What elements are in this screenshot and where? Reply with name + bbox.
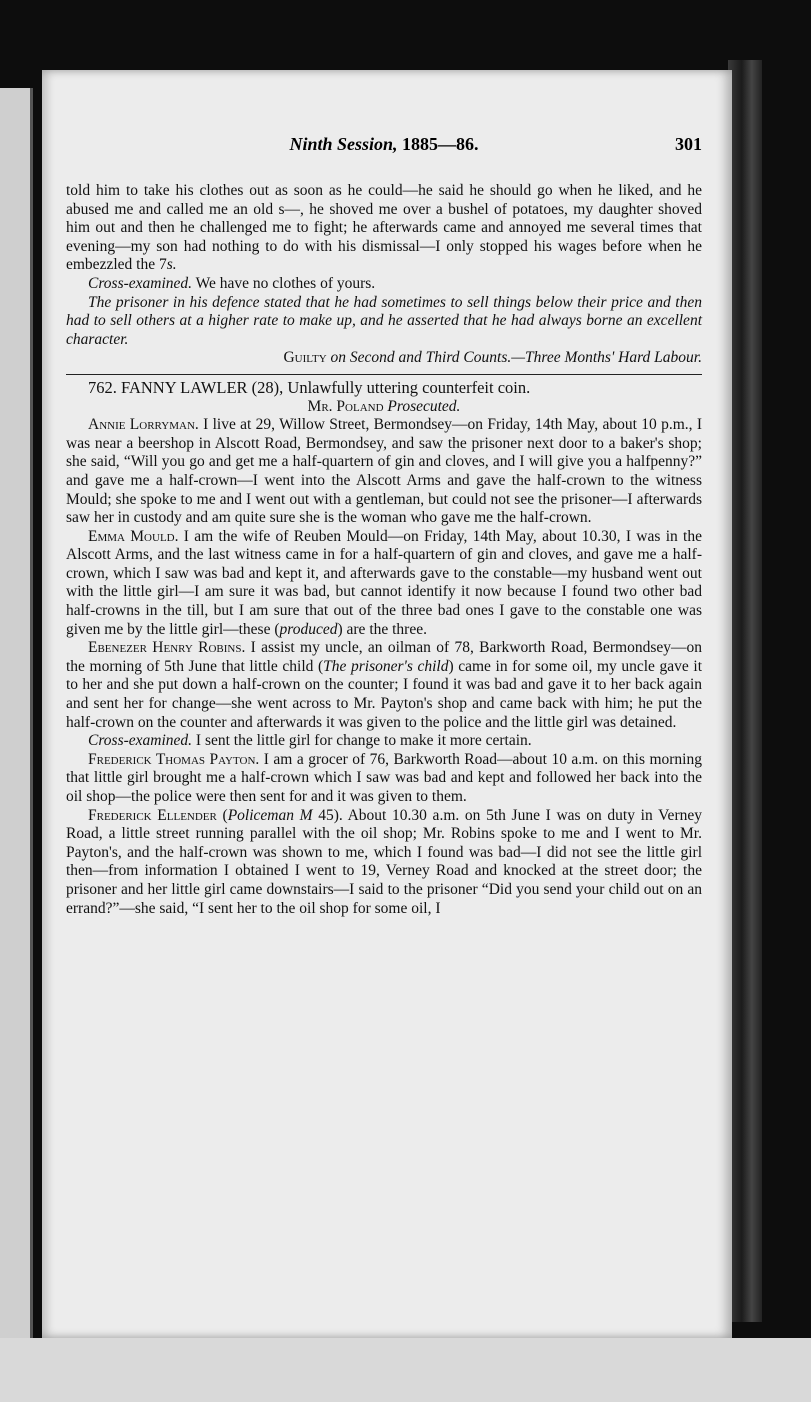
testimony-paragraph: Emma Mould. I am the wife of Reuben Mould—on Friday, 14th May, about 10.30, I was in the Alscott Arms, and the last witness came in for a half-quartern of gin and cloves, and gave me a half-crown, which I saw was bad and kept it, and afterwards gave to the constable—my husband went out with the little girl—I am sure it was bad, but cannot identify it now because I found two other bad half-crowns in the till, but I am sure that out of the three bad ones I gave to the constable one was given me by the little girl—these (produced) are the three.	[66, 527, 702, 638]
testimony-paragraph: Frederick Ellender (Policeman M 45). About 10.30 a.m. on 5th June I was on duty in Verney Road, a little street running parallel with the oil shop; Mr. Robins spoke to me and I went to Mr. Payton's, and the half-crown was shown to me, which I found was bad—I did not see the little girl then—from information I obtained I went to 19, Verney Road and knocked at the street door; the prisoner and her little girl came downstairs—I said to the prisoner “Did you send your child out on an errand?”—she said, “I sent her to the oil shop for some oil, I	[66, 806, 702, 917]
prosecutor-line: Mr. Poland Prosecuted.	[307, 397, 461, 415]
testimony-paragraph: Frederick Thomas Payton. I am a grocer of 76, Barkworth Road—about 10 a.m. on this morning that little girl brought me a half-crown which I saw was bad and kept and followed her back into the oil shop—the police were then sent for and it was given to them.	[66, 750, 702, 805]
case-heading: 762. FANNY LAWLER (28), Unlawfully uttering counterfeit coin.	[88, 377, 531, 397]
page-body	[66, 182, 702, 918]
page-number: 301	[675, 134, 702, 154]
book-spine-edge	[728, 60, 762, 1322]
facing-page-edge	[0, 88, 33, 1338]
testimony-paragraph: Annie Lorryman. I live at 29, Willow Street, Bermondsey—on Friday, 14th May, about 10 p.m., I was near a beershop in Alscott Road, Bermondsey, and saw the prisoner next door to a baker's shop; she said, “Will you go and get me a half-quartern of gin and cloves, and I will give you a halfpenny?” and gave me a half-crown—I went into the Alscott Arms and gave the half-crown to the witness Mould; she spoke to me and I went out with a gentleman, but could not see the prisoner—I afterwards saw her in custody and am quite sure she is the woman who gave me the half-crown.	[66, 416, 702, 527]
continuation-paragraph: told him to take his clothes out as soon as he could—he said he should go when he liked, and he abused me and called me an old s—, he shoved me over a bushel of potatoes, my daughter shoved him out and then he challenged me to fight; he afterwards came and annoyed me several times that evening—my son had nothing to do with his dismissal—I only stopped his wages before when he embezzled the 7s.	[66, 182, 702, 274]
running-title	[66, 134, 702, 155]
testimony-paragraph: Ebenezer Henry Robins. I assist my uncle, an oilman of 78, Barkworth Road, Bermondsey—on the morning of 5th June that little child (The prisoner's child) came in for some oil, my uncle gave it to her and she put down a half-crown on the counter; I found it was bad and gave it to her back again and sent her for change—she went across to Mr. Payton's shop and came back with him; he put the half-crown on the counter and afterwards it was given to the police and the little girl was detained.	[66, 639, 702, 731]
defence-statement: The prisoner in his defence stated that he had sometimes to sell things below their price and then had to sell others at a higher rate to make up, and he asserted that he had always borne an excellent character.	[66, 293, 702, 348]
verdict: Guilty on Second and Third Counts.—Three Months' Hard Labour.	[283, 349, 702, 367]
cross-examination: Cross-examined. I sent the little girl for change to make it more certain.	[88, 732, 532, 750]
running-head	[66, 134, 702, 160]
cross-examination: Cross-examined. We have no clothes of yours.	[88, 274, 376, 292]
session-year: 1885—86.	[402, 134, 479, 154]
book-page	[42, 70, 732, 1338]
background-surface	[0, 1338, 811, 1402]
session-title: Ninth Session,	[289, 134, 398, 154]
section-rule	[66, 374, 702, 375]
